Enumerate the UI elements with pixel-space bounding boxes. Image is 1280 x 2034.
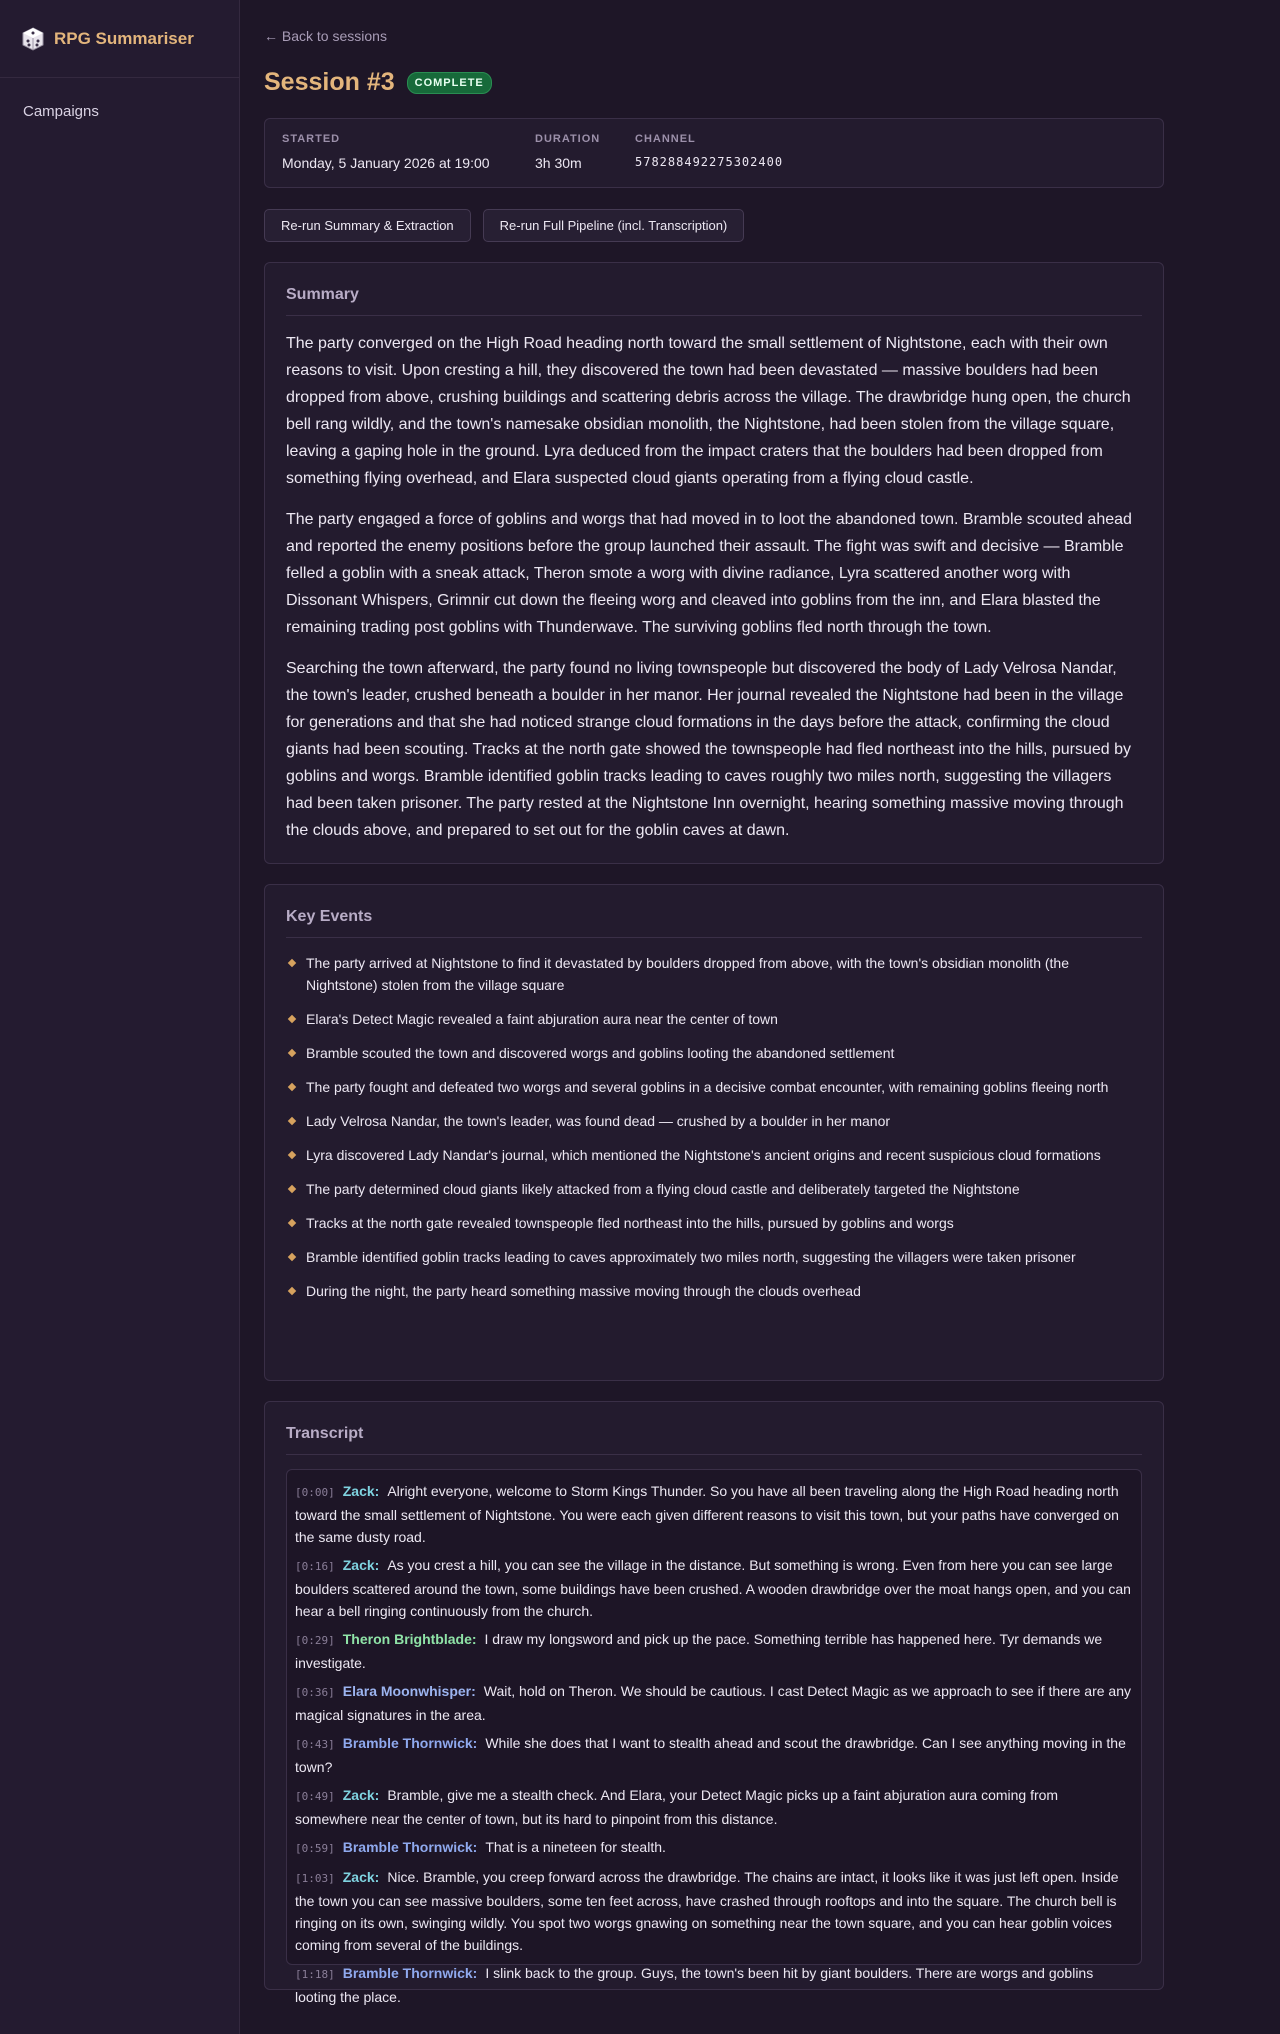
list-item: The party arrived at Nightstone to find it devastated by boulders dropped from above, with the town's obsidian monolith (the Nightstone) stolen from the village square — [286, 952, 1142, 996]
timestamp: [0:59] — [295, 1842, 335, 1855]
transcript-text: I draw my longsword and pick up the pace. Something terrible has happened here. Tyr demands we investigate. — [295, 1631, 1103, 1671]
transcript-line — [295, 1784, 1133, 1830]
transcript-line — [295, 1628, 1133, 1674]
meta-channel-value: 578288492275302400 — [635, 155, 784, 169]
speaker-name: Zack: — [342, 1557, 380, 1573]
transcript-text: That is a nineteen for stealth. — [485, 1839, 666, 1855]
transcript-text: Wait, hold on Theron. We should be cautious. I cast Detect Magic as we approach to see if there are any magical signatures in the area. — [295, 1683, 1131, 1723]
summary-paragraph: The party converged on the High Road heading north toward the small settlement of Nightstone, each with their own reasons to visit. Upon cresting a hill, they discovered the town had been devastated — massive boulders had been dropped from above, crushing buildings and scattering debris across the village. The drawbridge hung open, the church bell rang wildly, and the town's namesake obsidian monolith, the Nightstone, had been stolen from the village square, leaving a gaping hole in the ground. Lyra deduced from the impact craters that the boulders had been dropped from something flying overhead, and Elara suspected cloud giants operating from a flying cloud castle. — [286, 335, 1131, 487]
transcript-text: Nice. Bramble, you creep forward across the drawbridge. The chains are intact, it looks like it was just left open. Inside the town you can see massive boulders, some ten feet across, have crashed through rooftops and into the square. The church bell is ringing on its own, swinging wildly. You spot two worgs gnawing on something near the town square, and you can hear goblin voices coming from several of the buildings. — [295, 1869, 1119, 1953]
meta-started-label: STARTED — [282, 133, 341, 145]
timestamp: [0:16] — [295, 1560, 335, 1573]
meta-duration-value: 3h 30m — [535, 155, 582, 171]
speaker-name: Bramble Thornwick: — [342, 1839, 478, 1855]
summary-paragraph: The party engaged a force of goblins and worgs that had moved in to loot the abandoned town. Bramble scouted ahead and reported the enemy positions before the group launched their assault. The fight was swift and decisive — Bramble felled a goblin with a sneak attack, Theron smote a worg with divine radiance, Lyra scattered another worg with Dissonant Whispers, Grimnir cut down the fleeing worg and cleaved into goblins from the inn, and Elara blasted the remaining trading post goblins with Thunderwave. The surviving goblins fled north through the town. — [286, 511, 1132, 636]
list-item: Lady Velrosa Nandar, the town's leader, was found dead — crushed by a boulder in her manor — [286, 1110, 1142, 1132]
transcript-line — [295, 1836, 1133, 1860]
session-header — [264, 68, 492, 97]
transcript-text: I slink back to the group. Guys, the town's been hit by giant boulders. There are worgs and goblins looting the place. — [295, 1965, 1094, 2005]
list-item: Lyra discovered Lady Nandar's journal, which mentioned the Nightstone's ancient origins and recent suspicious cloud formations — [286, 1144, 1142, 1166]
transcript-text: Alright everyone, welcome to Storm Kings Thunder. So you have all been traveling along the High Road heading north toward the small settlement of Nightstone. You were each given different reasons to visit this town, but your paths have converged on the same dusty road. — [295, 1483, 1119, 1545]
speaker-name: Elara Moonwhisper: — [342, 1683, 476, 1699]
app-name: RPG Summariser — [54, 28, 194, 48]
action-bar — [264, 209, 756, 242]
list-item: Bramble identified goblin tracks leading to caves approximately two miles north, suggesting the villagers were taken prisoner — [286, 1246, 1142, 1268]
list-item: Elara's Detect Magic revealed a faint abjuration aura near the center of town — [286, 1008, 1142, 1030]
timestamp: [0:00] — [295, 1486, 335, 1499]
transcript-card — [264, 1401, 1164, 2005]
speaker-name: Zack: — [342, 1869, 380, 1885]
status-badge: COMPLETE — [407, 72, 492, 94]
key-events-list — [286, 952, 1142, 1302]
transcript-line — [295, 1866, 1133, 1956]
summary-title: Summary — [286, 263, 1142, 316]
transcript-title: Transcript — [286, 1402, 1142, 1455]
timestamp: [0:29] — [295, 1634, 335, 1647]
brand[interactable] — [0, 0, 239, 78]
list-item: During the night, the party heard something massive moving through the clouds overhead — [286, 1280, 1142, 1302]
sidebar — [0, 0, 240, 2034]
dice-icon — [20, 26, 46, 52]
timestamp: [0:36] — [295, 1686, 335, 1699]
session-meta — [264, 118, 1164, 188]
transcript-line — [295, 1480, 1133, 1548]
speaker-name: Zack: — [342, 1787, 380, 1803]
rerun-full-pipeline-button[interactable]: Re-run Full Pipeline (incl. Transcription) — [483, 209, 745, 242]
transcript-line — [295, 1680, 1133, 1726]
transcript-text: While she does that I want to stealth ahead and scout the drawbridge. Can I see anything moving in the town? — [295, 1735, 1126, 1775]
summary-card — [264, 262, 1164, 864]
transcript-scroll-area[interactable] — [286, 1469, 1142, 2005]
transcript-text: Bramble, give me a stealth check. And Elara, your Detect Magic picks up a faint abjuration aura coming from somewhere near the center of town, but its hard to pinpoint from this distance. — [295, 1787, 1059, 1827]
key-events-card — [264, 884, 1164, 1381]
meta-duration — [535, 133, 600, 171]
speaker-name: Bramble Thornwick: — [342, 1735, 478, 1751]
list-item: Bramble scouted the town and discovered worgs and goblins looting the abandoned settlement — [286, 1042, 1142, 1064]
list-item: The party fought and defeated two worgs and several goblins in a decisive combat encounter, with remaining goblins fleeing north — [286, 1076, 1142, 1098]
list-item: The party determined cloud giants likely attacked from a flying cloud castle and deliberately targeted the Nightstone — [286, 1178, 1142, 1200]
timestamp: [1:18] — [295, 1968, 335, 1981]
speaker-name: Bramble Thornwick: — [342, 1965, 478, 1981]
transcript-line — [295, 1732, 1133, 1778]
page-title: Session #3 — [264, 68, 395, 96]
key-events-title: Key Events — [286, 885, 1142, 938]
speaker-name: Zack: — [342, 1483, 380, 1499]
transcript-line — [295, 1554, 1133, 1622]
timestamp: [0:43] — [295, 1738, 335, 1751]
timestamp: [0:49] — [295, 1790, 335, 1803]
rerun-summary-button[interactable]: Re-run Summary & Extraction — [264, 209, 471, 242]
meta-duration-label: DURATION — [535, 133, 601, 145]
back-to-sessions-link[interactable]: ← Back to sessions — [264, 28, 387, 44]
transcript-line — [295, 1962, 1133, 2008]
meta-channel — [635, 133, 783, 169]
meta-started-value: Monday, 5 January 2026 at 19:00 — [282, 155, 490, 171]
transcript-text: As you crest a hill, you can see the village in the distance. But something is wrong. Even from here you can see large boulders scattered around the town, some buildings have been crushed. A wooden drawbridge over the moat hangs open, and you can hear a bell ringing continuously from the church. — [295, 1557, 1131, 1619]
sidebar-item-campaigns[interactable]: Campaigns — [23, 103, 99, 120]
summary-paragraph: Searching the town afterward, the party found no living townspeople but discovered the body of Lady Velrosa Nandar, the town's leader, crushed beneath a boulder in her manor. Her journal revealed the Nightstone had been in the village for generations and that she had noticed strange cloud formations in the days before the attack, confirming the cloud giants had been scouting. Tracks at the north gate showed the townspeople had fled northeast into the hills, pursued by goblins and worgs. Bramble identified goblin tracks leading to caves roughly two miles north, suggesting the villagers had been taken prisoner. The party rested at the Nightstone Inn overnight, hearing something massive moving through the clouds above, and prepared to set out for the goblin caves at dawn. — [286, 660, 1131, 839]
meta-started — [282, 133, 490, 171]
meta-channel-label: CHANNEL — [635, 133, 696, 145]
speaker-name: Theron Brightblade: — [342, 1631, 477, 1647]
timestamp: [1:03] — [295, 1872, 335, 1885]
list-item: Tracks at the north gate revealed townspeople fled northeast into the hills, pursued by goblins and worgs — [286, 1212, 1142, 1234]
